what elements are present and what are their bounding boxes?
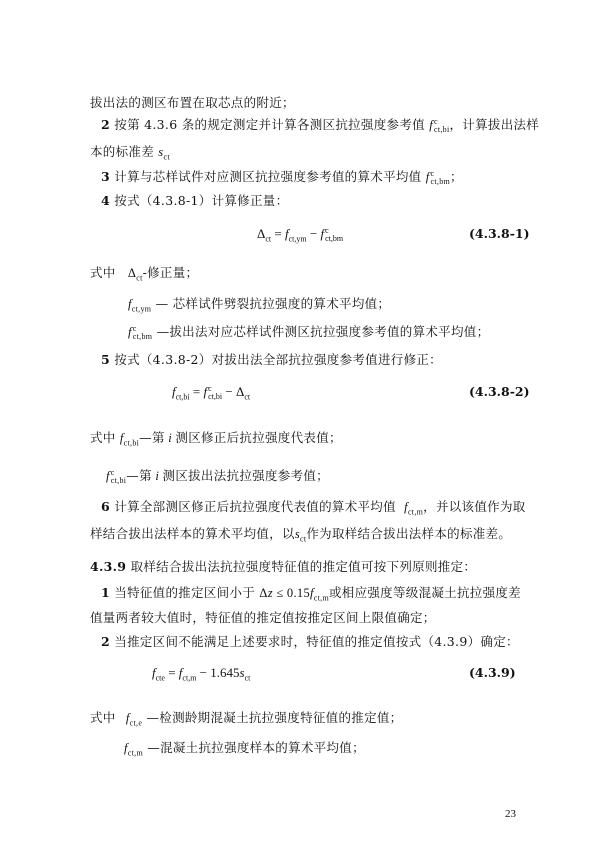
definition-f-ct-bi-c (106, 466, 329, 485)
item-text: 按第 4.3.6 条的规定测定并计算各测区抗拉强度参考值 (114, 117, 425, 132)
condition-delta-z: $\Delta z \le 0.15f_{ct,m}$ (259, 586, 329, 603)
item-number: 5 (101, 352, 110, 367)
symbol-i: i (164, 431, 176, 445)
item-number: 2 (101, 117, 110, 132)
rule-item-2 (101, 632, 519, 650)
item-text-cont: 作为取样结合拔出法样本的标准差。 (306, 526, 512, 541)
definition-delta (90, 263, 198, 283)
definition-text: —第 (126, 468, 152, 483)
definition-f-ct-e (90, 708, 403, 728)
symbol-i: i (151, 469, 163, 483)
equation-1: $\Delta_{ct} = f_{ct,ym} - f$ c ct,bm (257, 226, 344, 244)
item-text: 按式（4.3.8-2）对拔出法全部抗拉强度参考值进行修正： (114, 352, 442, 367)
definition-text: —拔出法对应芯样试件测区抗拉强度参考值的算术平均值； (156, 324, 490, 339)
symbol-s-ct: $s_{ct}$ (294, 527, 307, 544)
item-number: 4 (101, 193, 110, 208)
list-item-2-cont (90, 142, 170, 162)
rule-item-1 (101, 583, 521, 603)
item-text-cont: ，并以该值作为取 (423, 499, 526, 514)
equation-2: $f_{ct,bi} = f$ c ct,bi − $\Delta_{ct}$ (172, 384, 251, 402)
symbol-f-ct-m: $f_{ct,m}$ (124, 741, 143, 758)
where-label: 式中 (90, 430, 116, 445)
symbol-f-ct-ym: $f_{ct,ym}$ (128, 297, 152, 314)
item-number: 6 (101, 499, 110, 514)
symbol-f-ct-bi-c: f c ct,bi (106, 468, 127, 486)
item-text-cont: ，计算拔出法样 (449, 117, 540, 132)
item-number: 1 (101, 585, 110, 600)
section-4-3-9 (90, 557, 476, 575)
paragraph-text: 拔出法的测区布置在取芯点的附近； (90, 95, 295, 110)
symbol-f-ct-e: $f_{ct,e}$ (125, 711, 143, 728)
equation-number: (4.3.8-2) (469, 384, 530, 399)
item-number: 3 (101, 169, 110, 184)
page-number: 23 (505, 808, 516, 820)
list-item-5 (101, 350, 442, 368)
definition-text-cont: 测区拔出法抗拉强度参考值； (162, 468, 329, 483)
symbol-f-ct-m: $f_{ct,m}$ (404, 500, 424, 517)
where-label: 式中 (90, 710, 116, 725)
definition-f-ct-bi (90, 428, 342, 448)
definition-f-ct-ym (128, 294, 390, 314)
item-text: 计算与芯样试件对应测区抗拉强度参考值的算术平均值 (114, 169, 422, 184)
list-item-6-cont (90, 524, 511, 544)
item-text: 当推定区间不能满足上述要求时，特征值的推定值按式（4.3.9）确定： (114, 634, 519, 649)
symbol-s-ct: $s_{ct}$ (158, 145, 170, 162)
symbol-f-ct-bi-c: f c ct,bi (429, 117, 450, 135)
list-item-6 (101, 497, 526, 517)
equation-number: (4.3.8-1) (469, 226, 530, 241)
list-item-2 (101, 115, 539, 134)
item-text: 按式（4.3.8-1）计算修正量： (114, 193, 289, 208)
item-text: 当特征值的推定区间小于 (114, 585, 256, 600)
symbol-f-ct-bm-c: f c ct,bm (128, 324, 153, 342)
symbol-f-ct-bm-c: f c ct,bm (425, 169, 451, 187)
item-number: 2 (101, 634, 110, 649)
definition-f-ct-m (124, 738, 365, 758)
list-item-4 (101, 191, 288, 209)
item-text: 本的标准差 (90, 144, 155, 159)
symbol-delta-ct: $\Delta_{ct}$ (127, 266, 143, 283)
definition-text: —检测龄期混凝土抗拉强度特征值的推定值； (146, 710, 403, 725)
item-text-cont: ； (450, 169, 463, 184)
definition-text: —混凝土抗拉强度样本的算术平均值； (147, 740, 365, 755)
equation-3: $f_{cte} = f_{ct,m} - 1.645s_{ct}$ (152, 665, 251, 683)
definition-text: —第 (139, 430, 165, 445)
section-number: 4.3.9 (90, 559, 127, 574)
equation-number: (4.3.9) (469, 665, 516, 680)
item-text: 样结合拔出法样本的算术平均值，以 (90, 526, 295, 541)
definition-text: -修正量； (142, 265, 199, 280)
rule-item-1-cont: 值量两者较大值时，特征值的推定值按推定区间上限值确定； (90, 610, 436, 625)
item-text: 计算全部测区修正后抗拉强度代表值的算术平均值 (114, 499, 396, 514)
list-item-3 (101, 167, 463, 186)
definition-f-ct-bm (128, 322, 489, 341)
item-text-cont: 或相应强度等级混凝土抗拉强度差 (328, 585, 521, 600)
definition-text-cont: 测区修正后抗拉强度代表值； (175, 430, 342, 445)
section-text: 取样结合拔出法抗拉强度特征值的推定值可按下列原则推定： (130, 559, 477, 574)
definition-text: — 芯样试件劈裂抗拉强度的算术平均值； (155, 296, 391, 311)
symbol-f-ct-bi: $f_{ct,bi}$ (119, 431, 140, 448)
where-label: 式中 (90, 265, 116, 280)
